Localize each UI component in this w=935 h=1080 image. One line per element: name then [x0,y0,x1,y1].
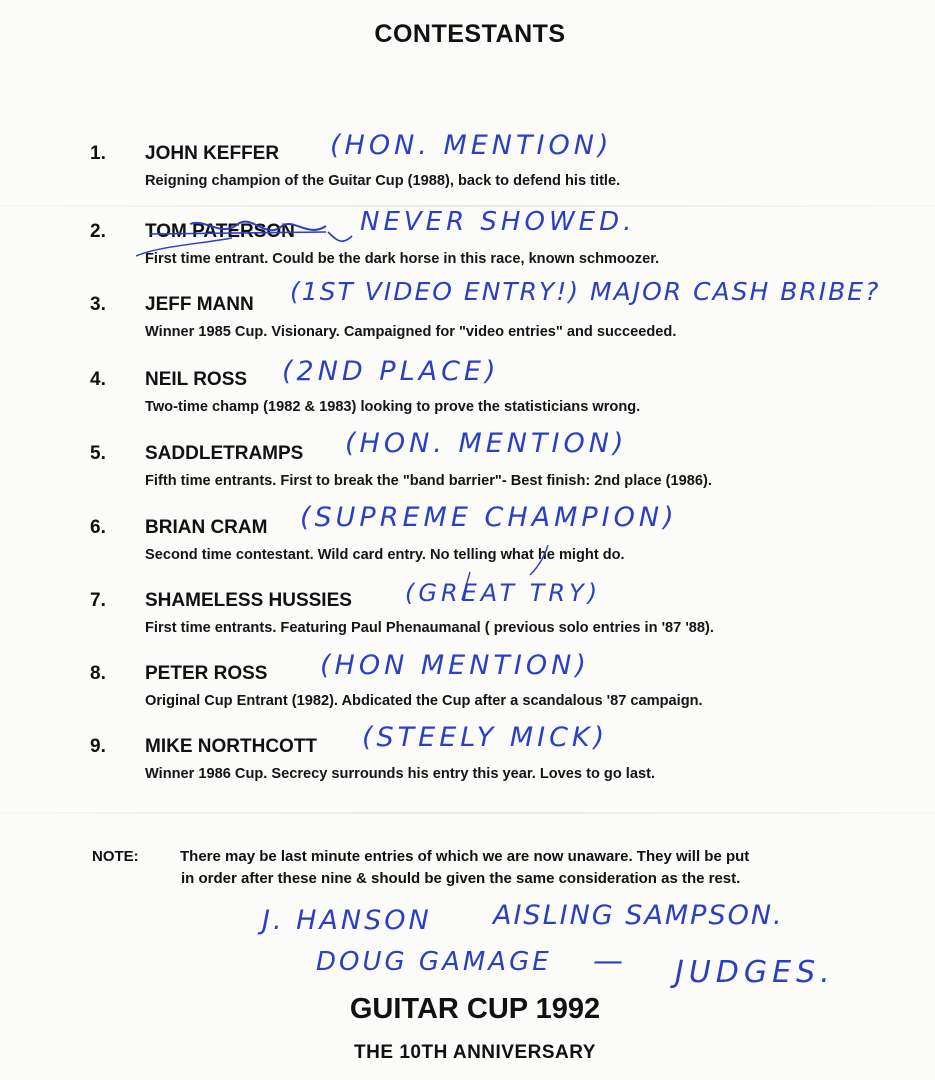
paper-fold-line [0,812,935,814]
handwritten-annotation: (HON. MENTION) [345,428,628,459]
contestant-description: Winner 1985 Cup. Visionary. Campaigned for "video entries" and succeeded. [145,324,677,340]
contestant-name: NEIL ROSS [145,369,248,390]
contestant-description: First time entrant. Could be the dark horse in this race, known schmoozer. [145,251,660,267]
contestant-description: Second time contestant. Wild card entry. No telling what he might do. [145,547,625,563]
contestant-name: JEFF MANN [145,294,254,315]
event-title: GUITAR CUP 1992 [349,993,601,1025]
event-subtitle: THE 10TH ANNIVERSARY [354,1042,596,1063]
contestant-description: Original Cup Entrant (1982). Abdicated the Cup after a scandalous '87 campaign. [145,693,703,709]
handwritten-annotation: (HON. MENTION) [330,130,613,161]
entry-number: 5. [90,443,106,464]
entry-number: 7. [90,590,106,611]
judges-label: JUDGES. [675,955,835,990]
contestant-name: JOHN KEFFER [145,143,280,164]
contestant-description: First time entrants. Featuring Paul Phenaumanal ( previous solo entries in '87 '88). [145,620,714,636]
note-label: NOTE: [92,848,139,865]
contestant-description: Reigning champion of the Guitar Cup (1988), back to defend his title. [145,173,621,189]
handwritten-annotation: (HON MENTION) [320,650,590,681]
judge-signature: AISLING SAMPSON. [493,900,784,931]
entry-number: 3. [90,294,106,315]
page-title: CONTESTANTS [374,20,566,48]
contestant-name: SADDLETRAMPS [145,443,304,464]
judge-signature: J. HANSON [262,905,432,936]
handwritten-annotation: NEVER SHOWED. [360,207,636,237]
contestant-name: PETER ROSS [145,663,268,684]
judges-dash: — [593,944,627,979]
handwritten-annotation: (2ND PLACE) [282,356,500,387]
handwritten-annotation: (STEELY MICK) [362,722,609,753]
note-text-line-1: There may be last minute entries of which we are now unaware. They will be put [180,848,750,865]
contestant-name: SHAMELESS HUSSIES [145,590,352,611]
note-text-line-2: in order after these nine & should be given the same consideration as the rest. [181,870,741,887]
contestant-name: TOM PATERSON [145,221,295,242]
handwritten-annotation: (GREAT TRY) [405,579,602,607]
handwritten-annotation: (1ST VIDEO ENTRY!) MAJOR CASH BRIBE? [290,277,881,306]
entry-number: 1. [90,143,106,164]
contestant-description: Two-time champ (1982 & 1983) looking to prove the statisticians wrong. [145,399,641,415]
contestant-name: MIKE NORTHCOTT [145,736,318,757]
entry-number: 4. [90,369,106,390]
judge-signature: DOUG GAMAGE [316,947,552,977]
contestant-description: Winner 1986 Cup. Secrecy surrounds his entry this year. Loves to go last. [145,766,656,782]
entry-number: 2. [90,221,106,242]
contestant-name: BRIAN CRAM [145,517,268,538]
entry-number: 8. [90,663,106,684]
entry-number: 9. [90,736,106,757]
contestant-description: Fifth time entrants. First to break the "band barrier"- Best finish: 2nd place (1986). [145,473,712,489]
handwritten-annotation: (SUPREME CHAMPION) [300,502,678,533]
entry-number: 6. [90,517,106,538]
